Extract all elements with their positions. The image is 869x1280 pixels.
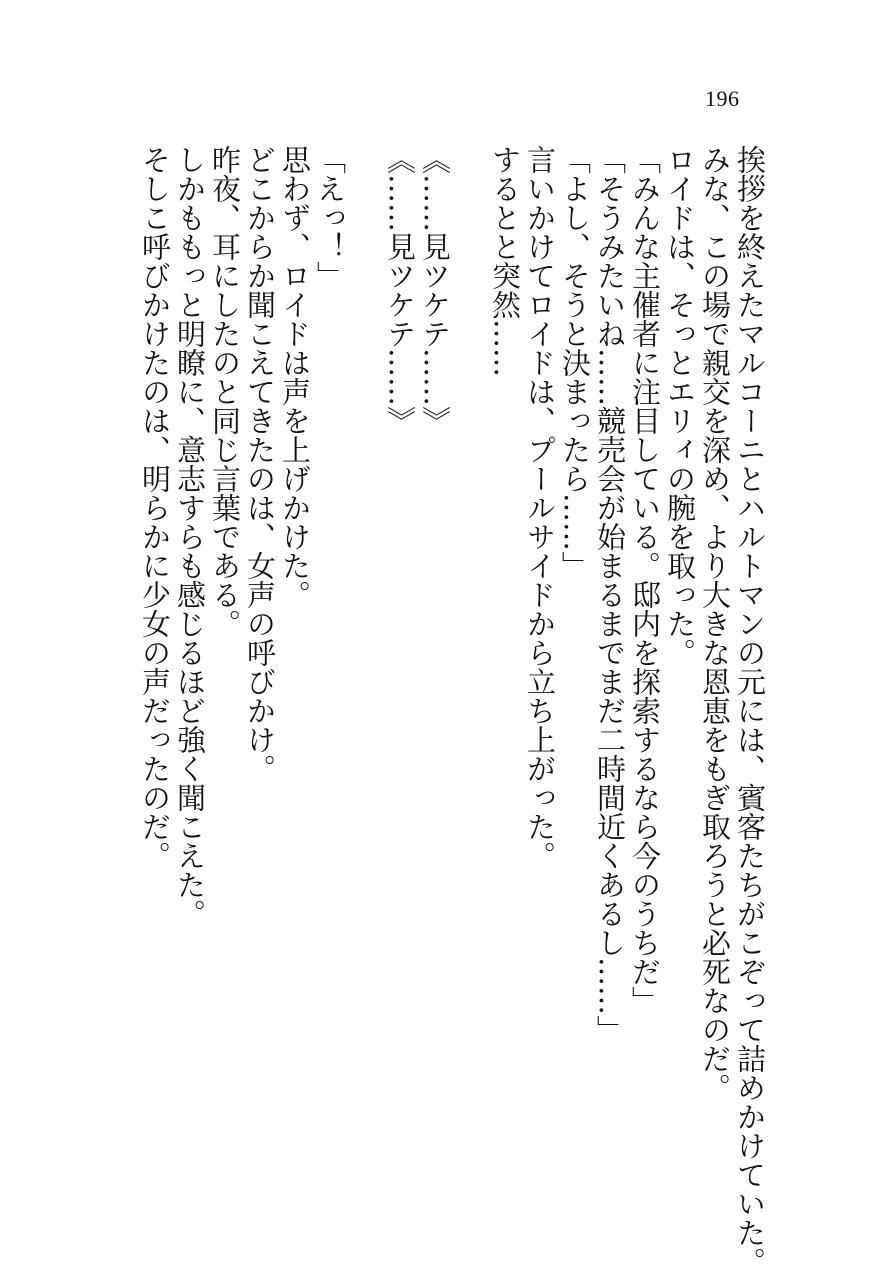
text-line-1: 挨拶を終えたマルコーニとハルトマンの元には、賓客たちがこぞって詰めかけていた。: [733, 145, 767, 1276]
text-line-4: 「みんな主催者に注目している。邸内を探索するなら今のうちだ」: [628, 145, 662, 1015]
text-line-2: みな、この場で親交を深め、より大きな恩恵をもぎ取ろうと必死なのだ。: [698, 145, 732, 1102]
text-line-5: 「そうみたいね……競売会が始まるまでまだ二時間近くあるし……」: [593, 145, 627, 1044]
text-line-13: どこからか聞こえてきたのは、女声の呼びかけ。: [243, 145, 277, 783]
blank-line: [347, 145, 382, 1165]
text-line-9: 《……見ツケテ……》: [418, 145, 452, 435]
text-line-6: 「よし、そうと決まったら……」: [558, 145, 592, 580]
vertical-text-body: [137, 145, 767, 1276]
text-line-3: ロイドは、そっとエリィの腕を取った。: [663, 145, 697, 667]
text-line-8: するとと突然……: [488, 145, 522, 377]
page-number: 196: [705, 86, 740, 111]
blank-line: [452, 145, 487, 1165]
text-line-10: 《……見ツケテ……》: [383, 145, 417, 435]
text-line-16: そしこ呼びかけたのは、明らかに少女の声だったのだ。: [138, 145, 172, 870]
text-line-7: 言いかけてロイドは、プールサイドから立ち上がった。: [523, 145, 557, 870]
text-line-15: しかももっと明瞭に、意志すらも感じるほど強く聞こえた。: [173, 145, 207, 928]
text-line-12: 思わず、ロイドは声を上げかけた。: [278, 145, 312, 609]
text-line-14: 昨夜、耳にしたのと同じ言葉である。: [208, 145, 242, 638]
text-line-11: 「えっ！」: [313, 145, 347, 290]
